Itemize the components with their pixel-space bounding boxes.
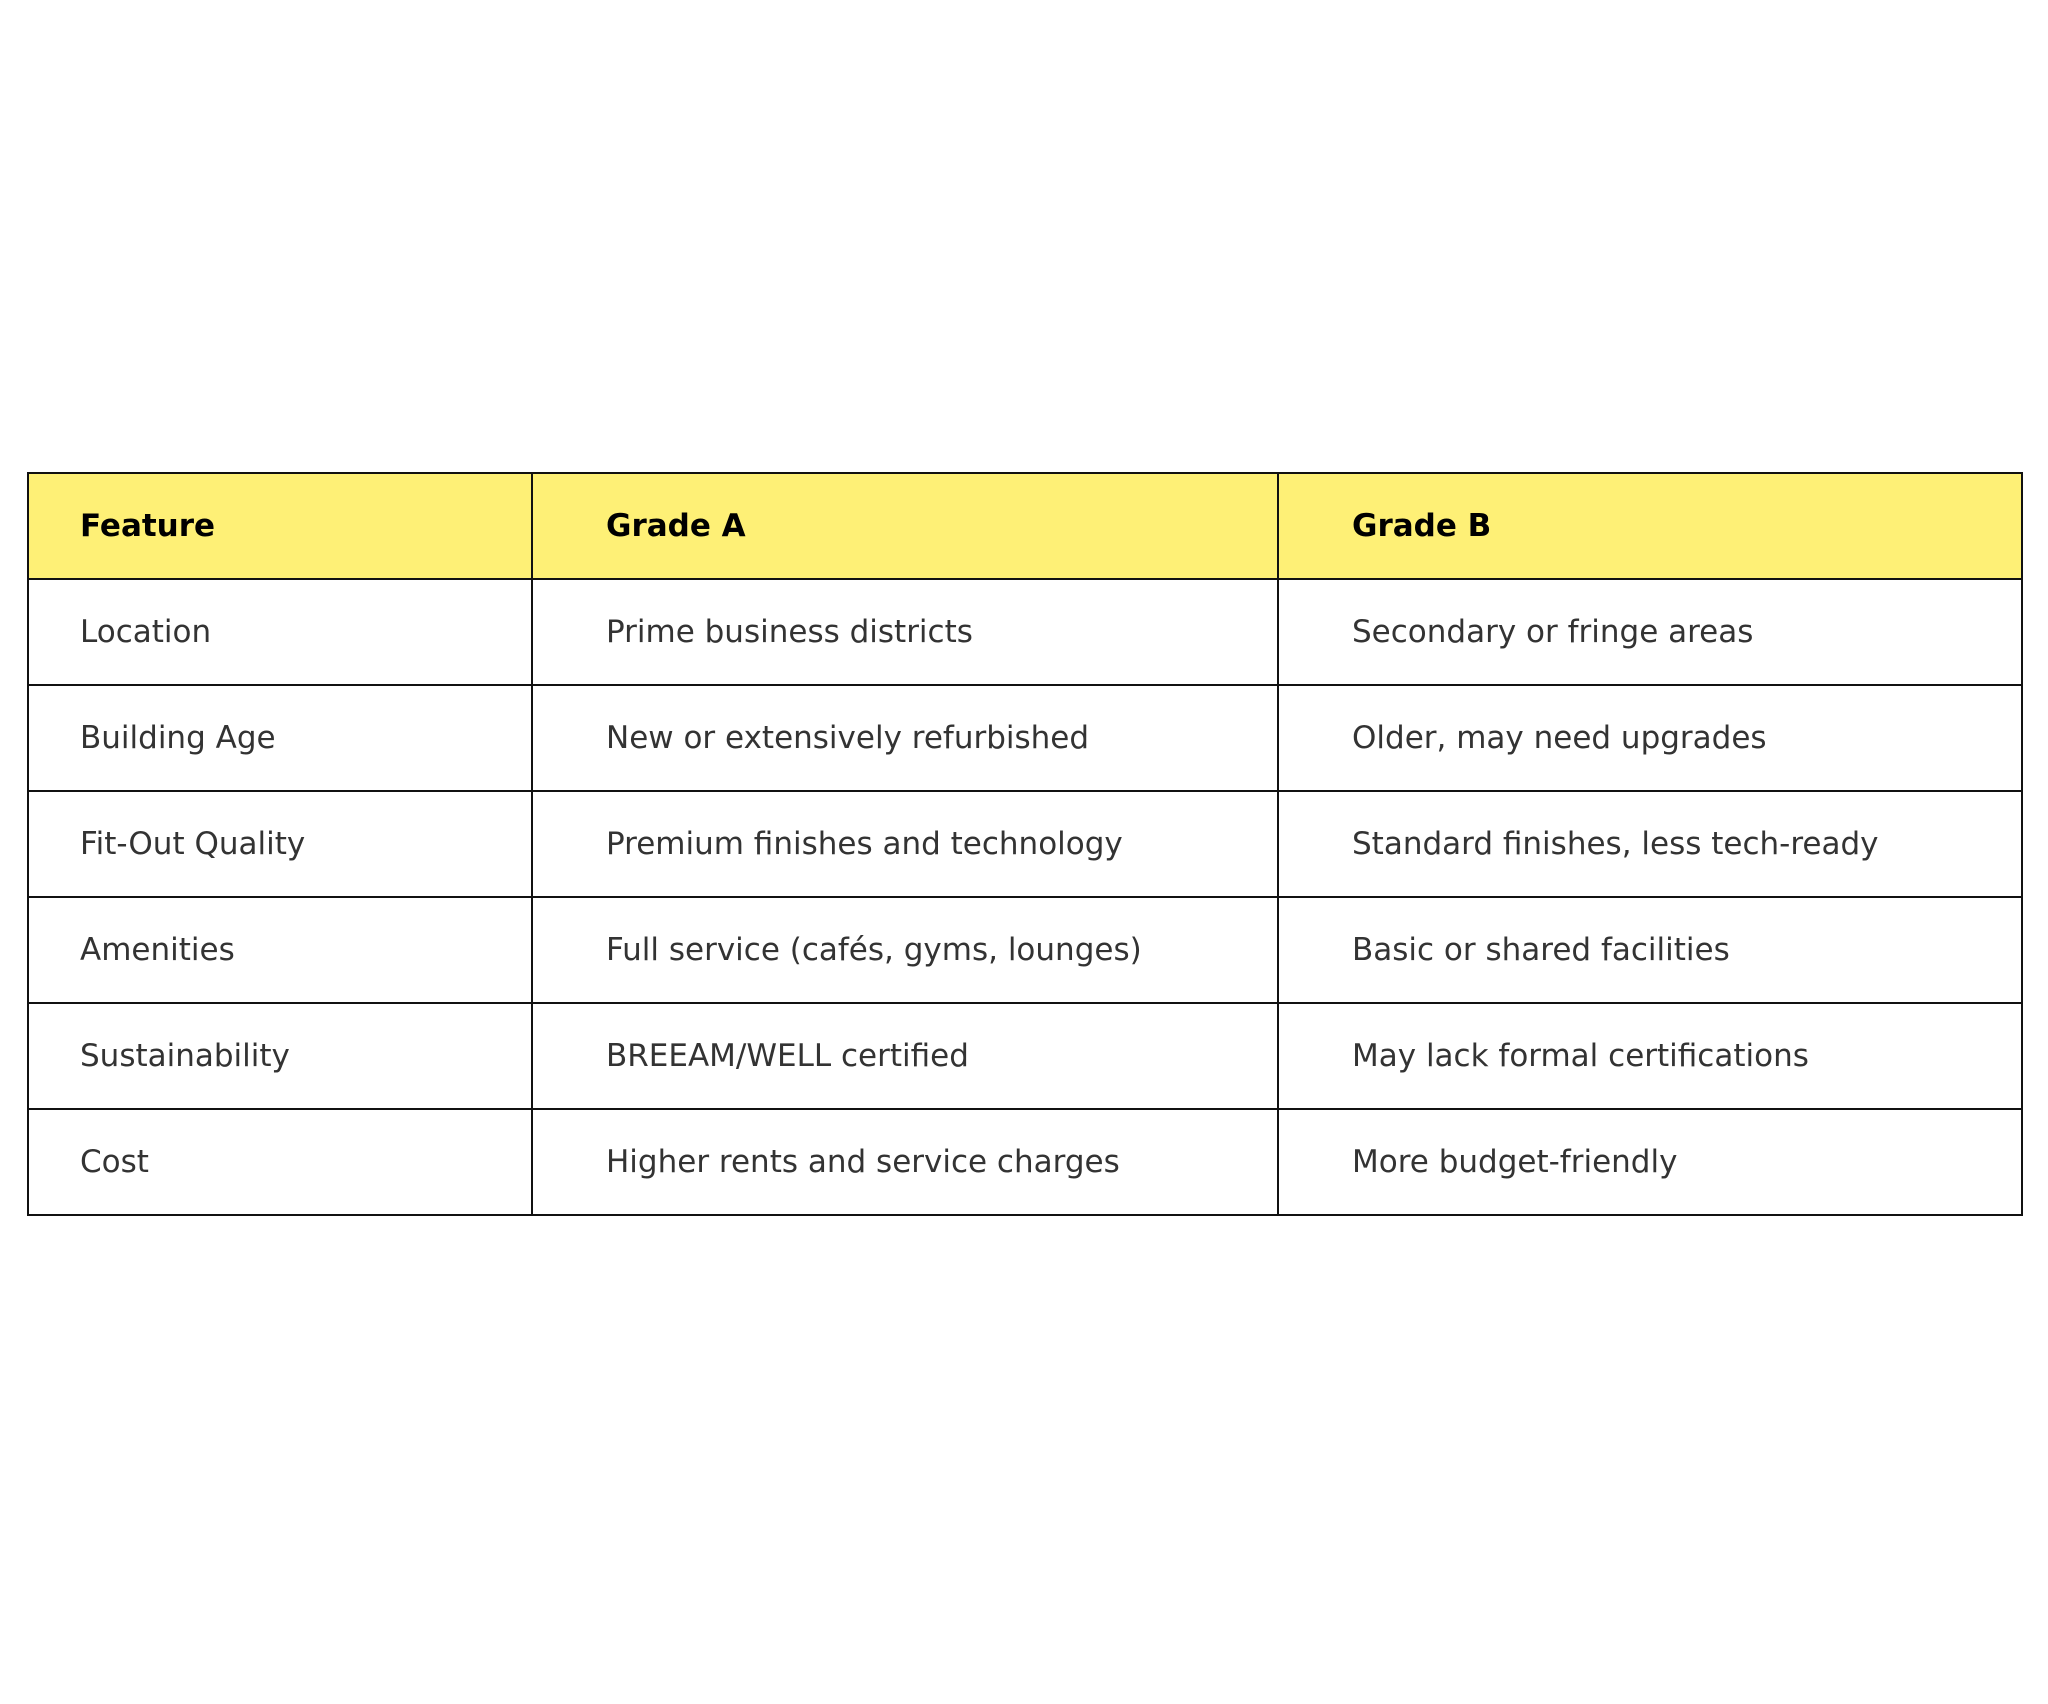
grade-a-cell: Prime business districts	[532, 579, 1278, 685]
comparison-table	[27, 472, 2023, 1216]
feature-cell: Cost	[28, 1109, 532, 1215]
table-row	[28, 791, 2022, 897]
grade-b-cell: Basic or shared facilities	[1278, 897, 2022, 1003]
grade-a-cell: Full service (cafés, gyms, lounges)	[532, 897, 1278, 1003]
grade-a-cell: Premium finishes and technology	[532, 791, 1278, 897]
table-row	[28, 685, 2022, 791]
table-row	[28, 1003, 2022, 1109]
grade-a-cell: BREEAM/WELL certified	[532, 1003, 1278, 1109]
feature-cell: Fit-Out Quality	[28, 791, 532, 897]
header-row	[28, 473, 2022, 579]
grade-b-cell: May lack formal certifications	[1278, 1003, 2022, 1109]
feature-cell: Building Age	[28, 685, 532, 791]
feature-cell: Sustainability	[28, 1003, 532, 1109]
header-grade-a: Grade A	[532, 473, 1278, 579]
table-row	[28, 1109, 2022, 1215]
header-grade-b: Grade B	[1278, 473, 2022, 579]
table-row	[28, 897, 2022, 1003]
grade-a-cell: Higher rents and service charges	[532, 1109, 1278, 1215]
feature-cell: Amenities	[28, 897, 532, 1003]
grade-b-cell: Secondary or fringe areas	[1278, 579, 2022, 685]
grade-b-cell: More budget-friendly	[1278, 1109, 2022, 1215]
feature-cell: Location	[28, 579, 532, 685]
header-feature: Feature	[28, 473, 532, 579]
grade-b-cell: Older, may need upgrades	[1278, 685, 2022, 791]
grade-a-cell: New or extensively refurbished	[532, 685, 1278, 791]
grade-b-cell: Standard finishes, less tech-ready	[1278, 791, 2022, 897]
table-row	[28, 579, 2022, 685]
